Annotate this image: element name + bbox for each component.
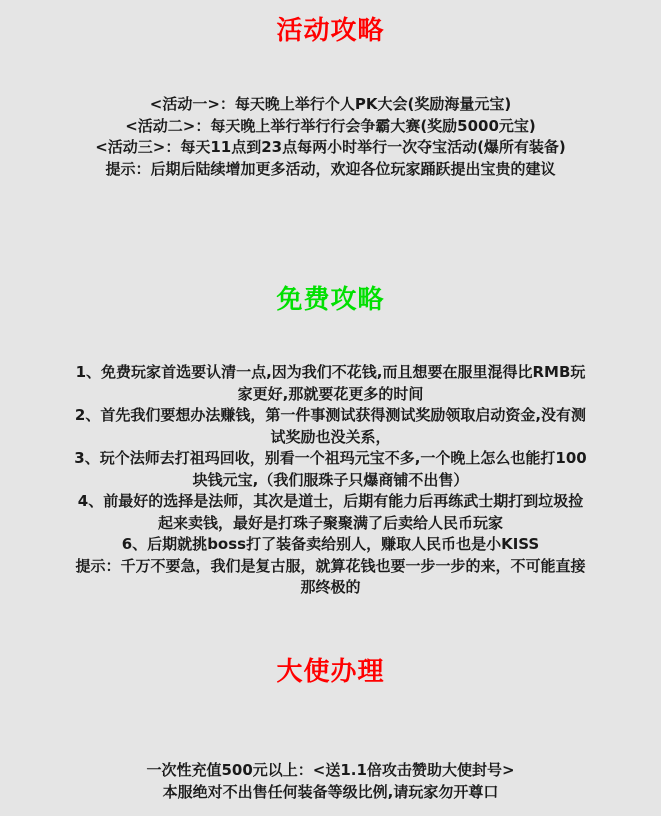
free-line-1: 1、免费玩家首选要认清一点,因为我们不花钱,而且想要在服里混得比RMB玩 — [75, 363, 586, 381]
free-title: 免费攻略 — [276, 285, 385, 315]
ambassador-line-2: 本服绝对不出售任何装备等级比例,请玩家勿开尊口 — [162, 782, 499, 801]
free-line-5: 3、玩个法师去打祖玛回收，别看一个祖玛元宝不多,一个晚上怎么也能打100 — [74, 449, 587, 467]
ambassador-line-1: 一次性充值500元以上：<送1.1倍攻击赞助大使封号> — [146, 761, 515, 779]
free-line-3: 2、首先我们要想办法赚钱，第一件事测试获得测试奖励领取启动资金,没有测 — [74, 406, 587, 424]
free-line-2: 家更好,那就要花更多的时间 — [237, 384, 424, 403]
ambassador-content — [10, 760, 651, 803]
ambassador-title: 大使办理 — [276, 657, 385, 687]
free-line-4: 试奖励也没关系， — [270, 427, 391, 446]
free-content — [10, 362, 651, 599]
activity-line-2: <活动二>：每天晚上举行举行行会争霸大赛(奖励5000元宝) — [125, 116, 536, 135]
free-line-10: 提示：千万不要急，我们是复古服，就算花钱也要一步一步的来，不可能直接 — [75, 556, 586, 575]
activity-line-3: <活动三>：每天11点到23点每两小时举行一次夺宝活动(爆所有装备) — [95, 138, 566, 156]
free-line-8: 起来卖钱，最好是打珠子聚聚满了后卖给人民币玩家 — [157, 513, 503, 532]
free-line-11: 那终极的 — [300, 578, 361, 596]
activity-line-4: 提示：后期后陆续增加更多活动，欢迎各位玩家踊跃提出宝贵的建议 — [105, 159, 556, 178]
activity-line-1: <活动一>：每天晚上举行个人PK大会(奖励海量元宝) — [149, 95, 512, 113]
free-line-6: 块钱元宝,（我们服珠子只爆商铺不出售） — [192, 470, 469, 489]
free-line-7: 4、前最好的选择是法师，其次是道士，后期有能力后再练武士期打到垃圾捡 — [77, 492, 584, 510]
activity-title: 活动攻略 — [276, 16, 385, 46]
activity-content — [10, 94, 651, 180]
free-line-9: 6、后期就挑boss打了装备卖给别人，赚取人民币也是小KISS — [121, 535, 540, 553]
